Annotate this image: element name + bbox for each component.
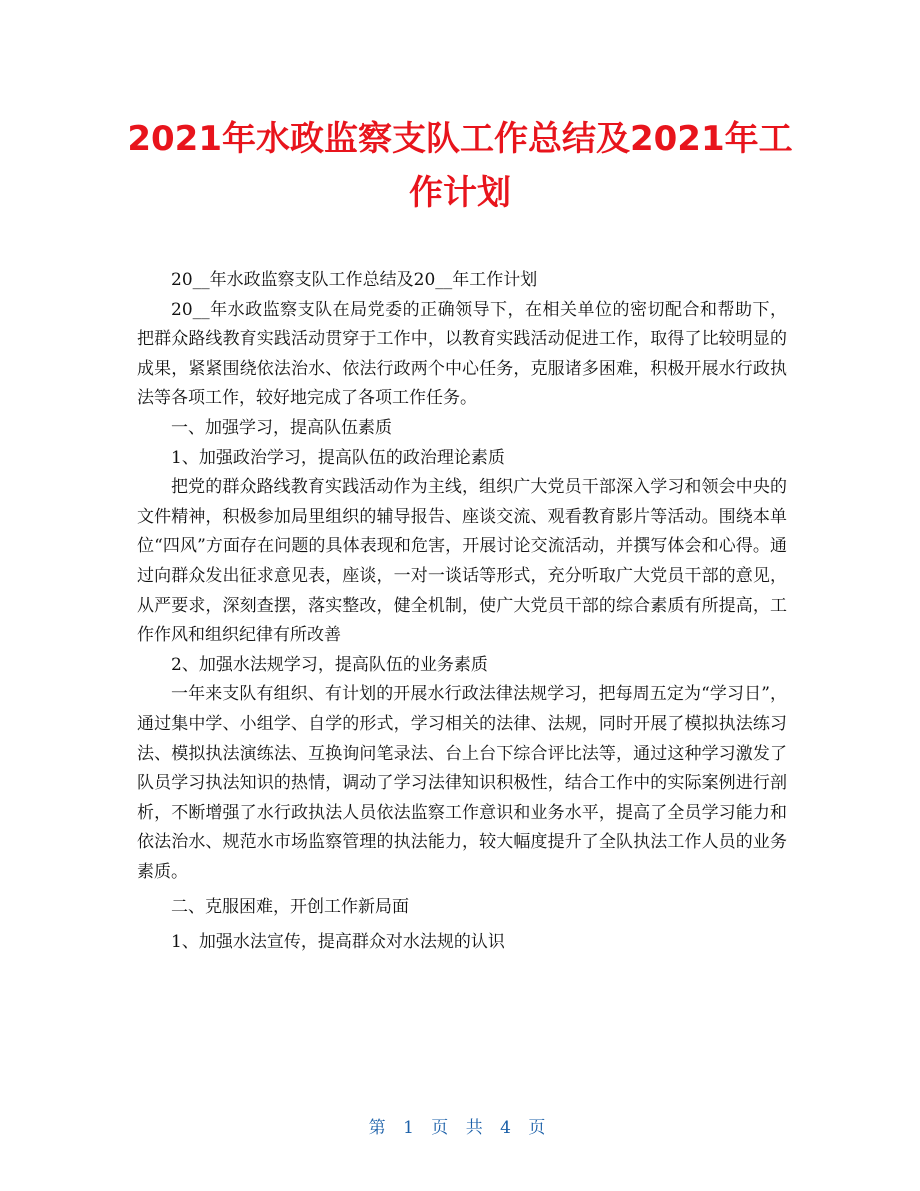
page-number-footer: 第 1 页 共 4 页 bbox=[368, 1118, 552, 1138]
heading-subsection-1-1: 1、加强政治学习，提高队伍的政治理论素质 bbox=[171, 447, 505, 468]
heading-section-2: 二、克服困难，开创工作新局面 bbox=[171, 897, 409, 918]
paragraph-political-study: 把党的群众路线教育实践活动作为主线，组织广大党员干部深入学习和领会中央的文件精神，积极参加局里组织的辅导报告、座谈交流、观看教育影片等活动。围绕本单位“四风”方面存在问题的具体表现和危害，开展讨论交流活动，并撰写体会和心得。通过向群众发出征求意见表，座谈，一对一谈话等形式，充分听取广大党员干部的意见，从严要求，深刻查摆，落实整改，健全机制，使广大党员干部的综合素质有所提高，工作作风和组织纪律有所改善 bbox=[137, 477, 787, 646]
document-body bbox=[137, 266, 787, 958]
paragraph-subtitle: 20__年水政监察支队工作总结及20__年工作计划 bbox=[171, 270, 538, 290]
heading-subsection-2-1: 1、加强水法宣传，提高群众对水法规的认识 bbox=[171, 932, 505, 953]
paragraph-intro: 20__年水政监察支队在局党委的正确领导下，在相关单位的密切配合和帮助下，把群众路线教育实践活动贯穿于工作中，以教育实践活动促进工作，取得了比较明显的成果，紧紧围绕依法治水、依法行政两个中心任务，克服诸多困难，积极开展水行政执法等各项工作，较好地完成了各项工作任务。 bbox=[137, 299, 787, 409]
heading-subsection-1-2: 2、加强水法规学习，提高队伍的业务素质 bbox=[171, 654, 488, 675]
heading-section-1: 一、加强学习，提高队伍素质 bbox=[171, 417, 392, 438]
document-title: 2021年水政监察支队工作总结及2021年工作计划 bbox=[127, 119, 793, 213]
paragraph-law-study: 一年来支队有组织、有计划的开展水行政法律法规学习，把每周五定为“学习日”，通过集中学、小组学、自学的形式，学习相关的法律、法规，同时开展了模拟执法练习法、模拟执法演练法、互换询问笔录法、台上台下综合评比法等，通过这种学习激发了队员学习执法知识的热情，调动了学习法律知识积极性，结合工作中的实际案例进行剖析，不断增强了水行政执法人员依法监察工作意识和业务水平，提高了全员学习能力和依法治水、规范水市场监察管理的执法能力，较大幅度提升了全队执法工作人员的业务素质。 bbox=[137, 684, 787, 882]
